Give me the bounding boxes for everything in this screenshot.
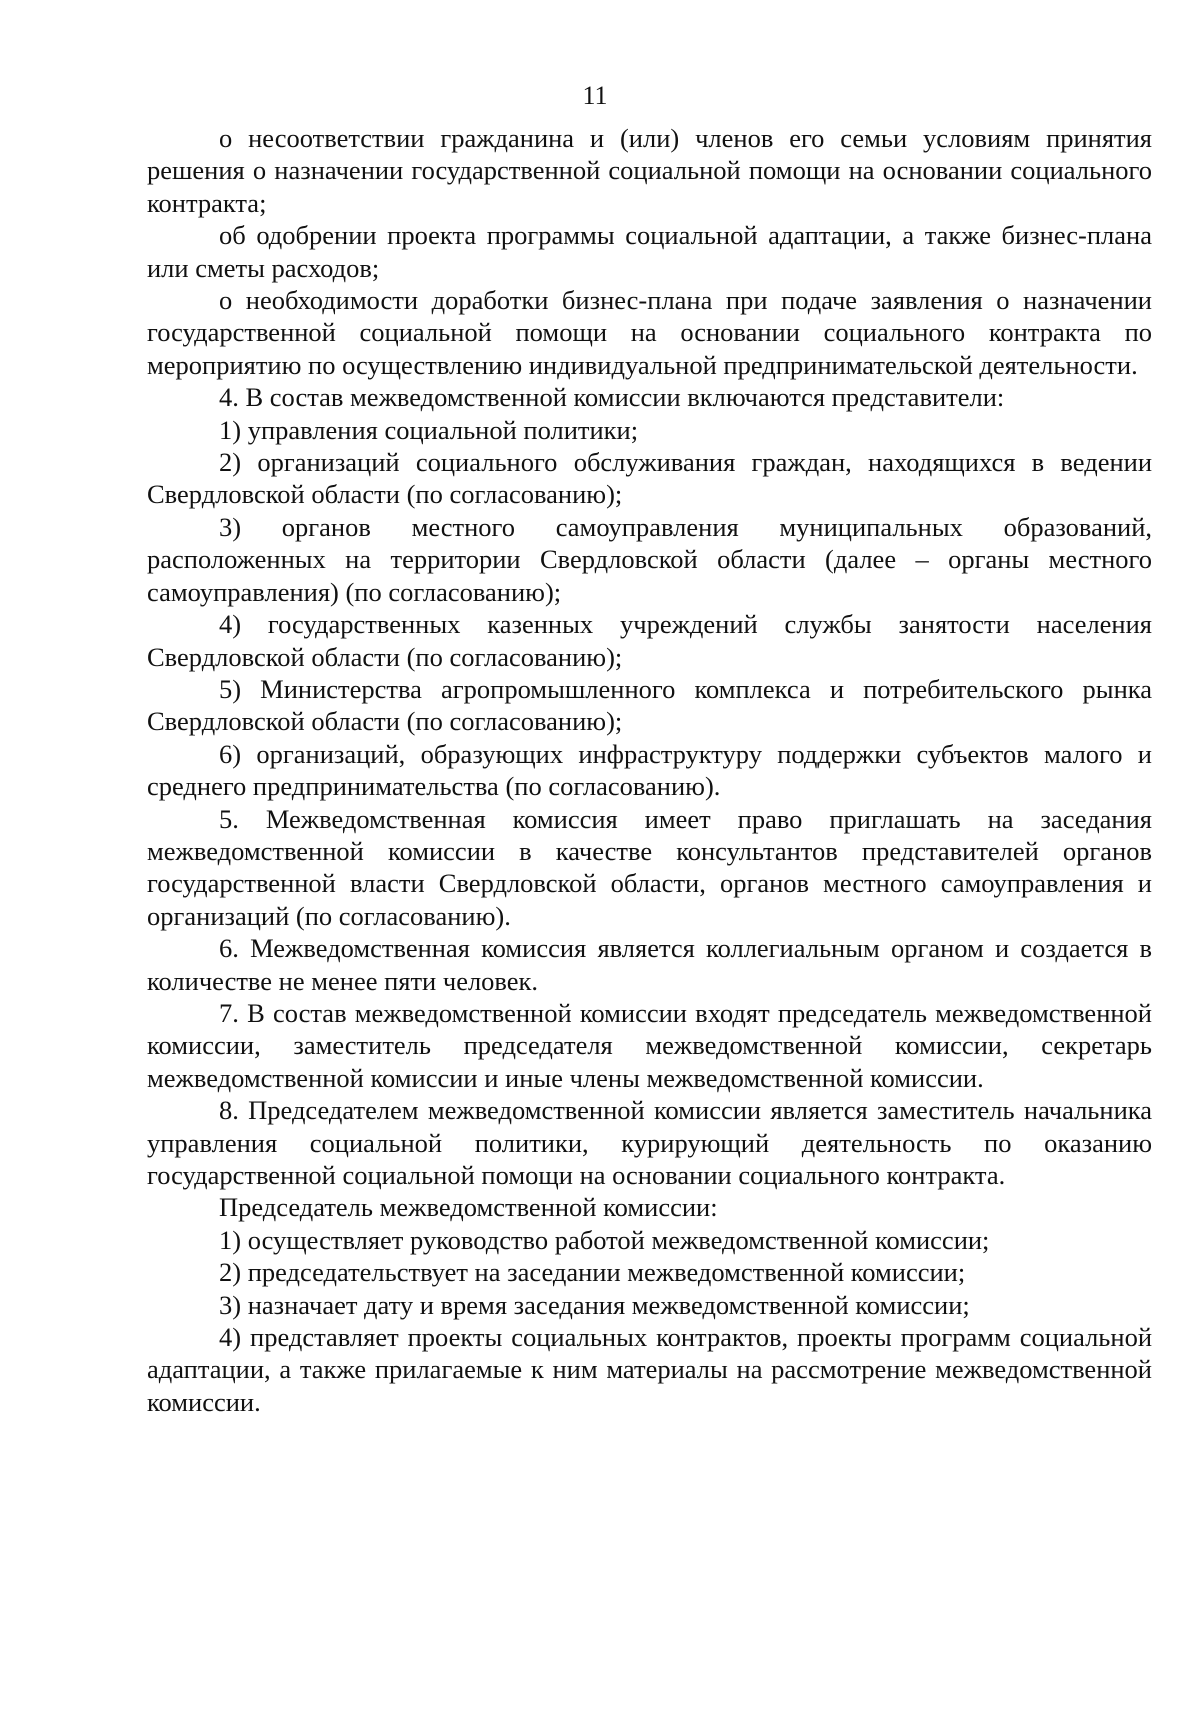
paragraph-item-6-collegial-body: 6. Межведомственная комиссия является коллегиальным органом и создается в количестве не менее пяти человек.: [147, 933, 1152, 996]
paragraph-duty-1-leadership: 1) осуществляет руководство работой межведомственной комиссии;: [219, 1224, 990, 1255]
paragraph-duty-4-submits: 4) представляет проекты социальных контрактов, проекты программ социальной адаптации, а также прилагаемые к ним материалы на рассмотрение межведомственной комиссии.: [147, 1322, 1152, 1417]
paragraph-sub-4-employment-service: 4) государственных казенных учреждений службы занятости населения Свердловской области (по согласованию);: [147, 609, 1152, 672]
paragraph-item-8-chairman: 8. Председателем межведомственной комиссии является заместитель начальника управления социальной политики, курирующий деятельность по оказанию государственной социальной помощи на основании социального контракта.: [147, 1095, 1152, 1190]
paragraph-chairman-duties-heading: Председатель межведомственной комиссии:: [219, 1192, 718, 1223]
paragraph-decision-noncompliance: о несоответствии гражданина и (или) членов его семьи условиям принятия решения о назначении государственной социальной помощи на основании социального контракта;: [147, 123, 1152, 218]
paragraph-duty-2-presides: 2) председательствует на заседании межведомственной комиссии;: [219, 1257, 966, 1288]
page-number: 11: [582, 81, 608, 110]
paragraph-decision-approval: об одобрении проекта программы социальной адаптации, а также бизнес-плана или сметы расходов;: [147, 220, 1152, 283]
paragraph-sub-2-social-services: 2) организаций социального обслуживания граждан, находящихся в ведении Свердловской области (по согласованию);: [147, 447, 1152, 510]
paragraph-sub-5-agro-ministry: 5) Министерства агропромышленного комплекса и потребительского рынка Свердловской области (по согласованию);: [147, 673, 1152, 737]
paragraph-decision-revision: о необходимости доработки бизнес-плана при подаче заявления о назначении государственной социальной помощи на основании социального контракта по мероприятию по осуществлению индивидуальной предпринимательской деятельности.: [147, 285, 1152, 380]
document-body: [147, 122, 1152, 1418]
paragraph-sub-3-local-government: 3) органов местного самоуправления муниципальных образований, расположенных на территории Свердловской области (далее – органы местного самоуправления) (по согласованию);: [147, 511, 1152, 607]
paragraph-sub-6-business-support: 6) организаций, образующих инфраструктуру поддержки субъектов малого и среднего предпринимательства (по согласованию).: [147, 738, 1152, 802]
paragraph-duty-3-schedules: 3) назначает дату и время заседания межведомственной комиссии;: [219, 1289, 970, 1320]
paragraph-item-7-members: 7. В состав межведомственной комиссии входят председатель межведомственной комиссии, заместитель председателя межведомственной комиссии, секретарь межведомственной комиссии и иные члены межведомственной комиссии.: [147, 997, 1152, 1093]
paragraph-item-5-invite-consultants: 5. Межведомственная комиссия имеет право приглашать на заседания межведомственной комиссии в качестве консультантов представителей органов государственной власти Свердловской области, органов местного самоуправления и организаций (по согласованию).: [147, 803, 1152, 931]
paragraph-item-4-composition: 4. В состав межведомственной комиссии включаются представители:: [219, 382, 1005, 413]
paragraph-sub-1-social-policy: 1) управления социальной политики;: [219, 414, 639, 445]
